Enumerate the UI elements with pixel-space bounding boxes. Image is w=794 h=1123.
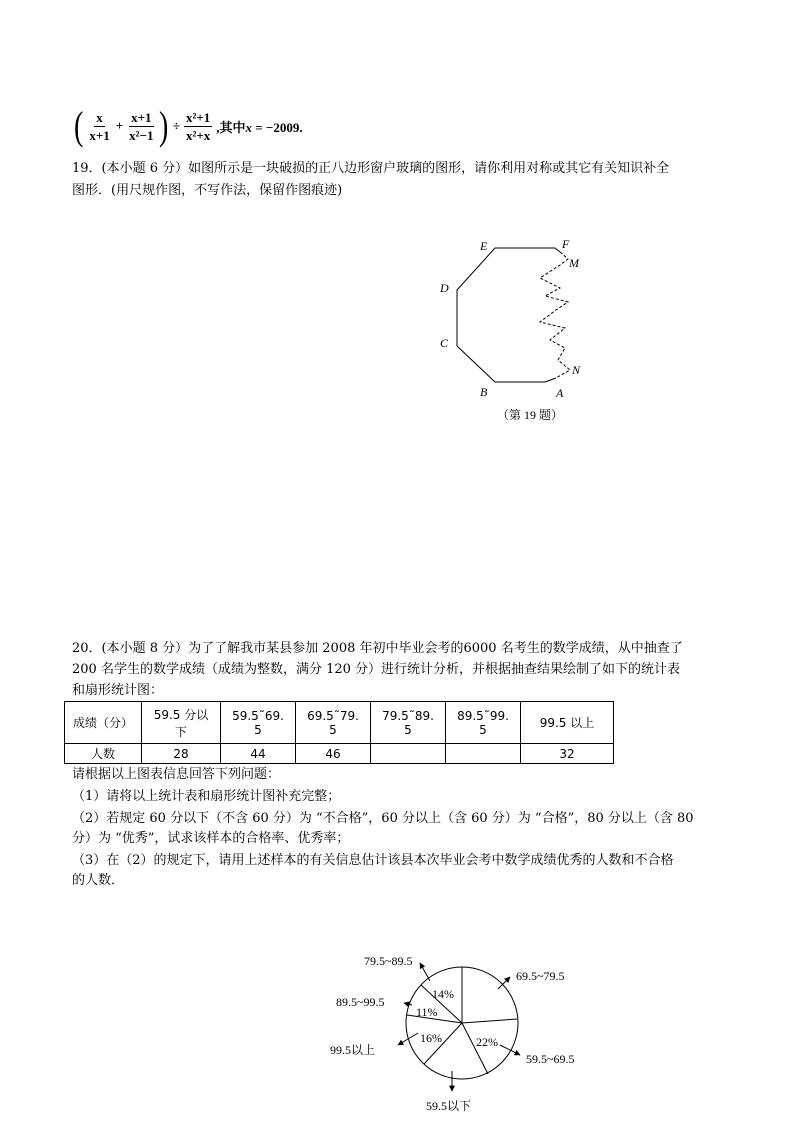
label-89-99: 89.5~99.5	[336, 995, 385, 1009]
label-D: D	[440, 281, 449, 295]
condition-period: .	[299, 119, 303, 135]
table-col-5: 89.5˜99. 5	[446, 702, 521, 744]
octagon-figure	[420, 230, 620, 430]
pct-11: 11%	[416, 1005, 438, 1019]
fraction-2-denominator: x²−1	[129, 127, 154, 143]
q20-part-1: （1）请将以上统计表和扇形统计图补充完整；	[72, 789, 341, 804]
q19-line-2: 图形．(用尺规作图，不写作法，保留作图痕迹)	[72, 183, 343, 198]
condition	[216, 117, 302, 136]
table-cell	[371, 744, 446, 764]
condition-value: = −2009	[252, 119, 300, 135]
label-79-89: 79.5~89.5	[364, 954, 413, 968]
expression-formula	[72, 104, 303, 148]
label-F: F	[562, 237, 570, 251]
divide-sign: ÷	[172, 118, 180, 133]
label-C: C	[440, 336, 449, 350]
table-cell: 44	[221, 744, 296, 764]
right-paren: )	[159, 103, 169, 148]
octagon-edges	[457, 248, 560, 382]
label-69-79: 69.5~79.5	[516, 969, 565, 983]
q20-line-2: 200 名学生的数学成绩（成绩为整数，满分 120 分）进行统计分析，并根据抽查结果绘制了如下的统计表	[72, 662, 681, 677]
q20-part-3b: 的人数．	[72, 873, 125, 888]
table-header-row	[65, 702, 614, 744]
left-paren: (	[73, 103, 84, 148]
table-row-label: 人数	[65, 744, 142, 764]
table-col-2: 59.5˜69. 5	[221, 702, 296, 744]
broken-edge	[540, 252, 570, 378]
q19-caption: （第 19 题）	[497, 408, 564, 422]
q20-line-1: 20．(本小题 8 分）为了了解我市某县参加 2008 年初中毕业会考的6000 名考生的数学成绩，从中抽查了	[72, 641, 683, 656]
fraction-3-denominator: x²+x	[185, 127, 211, 143]
pct-16: 16%	[420, 1031, 442, 1045]
fraction-1	[87, 110, 111, 143]
fraction-1-numerator: x	[96, 109, 103, 125]
table-cell	[446, 744, 521, 764]
label-N: N	[572, 363, 581, 377]
table-cell: 46	[296, 744, 371, 764]
q20-prompt: 请根据以上图表信息回答下列问题：	[72, 767, 281, 782]
pct-14: 14%	[432, 987, 454, 1001]
pie-chart	[320, 945, 610, 1120]
table-row	[65, 744, 614, 764]
label-99-above: 99.5以上	[330, 1043, 376, 1057]
table-cell: 32	[521, 744, 614, 764]
condition-variable: x	[245, 119, 253, 135]
label-below-59: 59.5以下	[426, 1099, 472, 1113]
fraction-1-denominator: x+1	[89, 127, 110, 143]
plus-sign: +	[115, 118, 124, 133]
fraction-2	[127, 110, 155, 143]
fraction-3	[184, 110, 212, 143]
arrow-79-89	[420, 963, 430, 981]
label-B: B	[480, 385, 488, 399]
table-cell: 28	[142, 744, 221, 764]
label-M: M	[569, 256, 579, 270]
condition-prefix: ,其中	[216, 119, 246, 135]
q20-part-3a: （3）在（2）的规定下，请用上述样本的有关信息估计该县本次毕业会考中数学成绩优秀的人数和不合格	[72, 853, 674, 868]
table-col-1: 59.5 分以 下	[142, 702, 221, 744]
table-col-4: 79.5˜89. 5	[371, 702, 446, 744]
pct-22: 22%	[476, 1035, 498, 1049]
label-59-69: 59.5~69.5	[526, 1052, 575, 1066]
label-E: E	[480, 239, 488, 253]
table-col-3: 69.5˜79. 5	[296, 702, 371, 744]
score-table	[64, 701, 614, 764]
q20-line-3: 和扇形统计图：	[72, 683, 164, 698]
fraction-2-numerator: x+1	[131, 109, 152, 125]
q20-part-2b: 分）为 “优秀”，试求该样本的合格率、优秀率；	[72, 831, 350, 846]
q20-part-2a: （2）若规定 60 分以下（不含 60 分）为 “不合格”，60 分以上（含 60 分）为 “合格”，80 分以上（含 80	[72, 811, 694, 826]
q19-line-1: 19．(本小题 6 分）如图所示是一块破损的正八边形窗户玻璃的图形，请你利用对称或其它有关知识补全	[72, 161, 670, 176]
label-A: A	[556, 386, 564, 400]
table-col-6: 99.5 以上	[521, 702, 614, 744]
table-header-label: 成绩（分）	[65, 702, 142, 744]
fraction-3-numerator: x²+1	[185, 109, 211, 125]
